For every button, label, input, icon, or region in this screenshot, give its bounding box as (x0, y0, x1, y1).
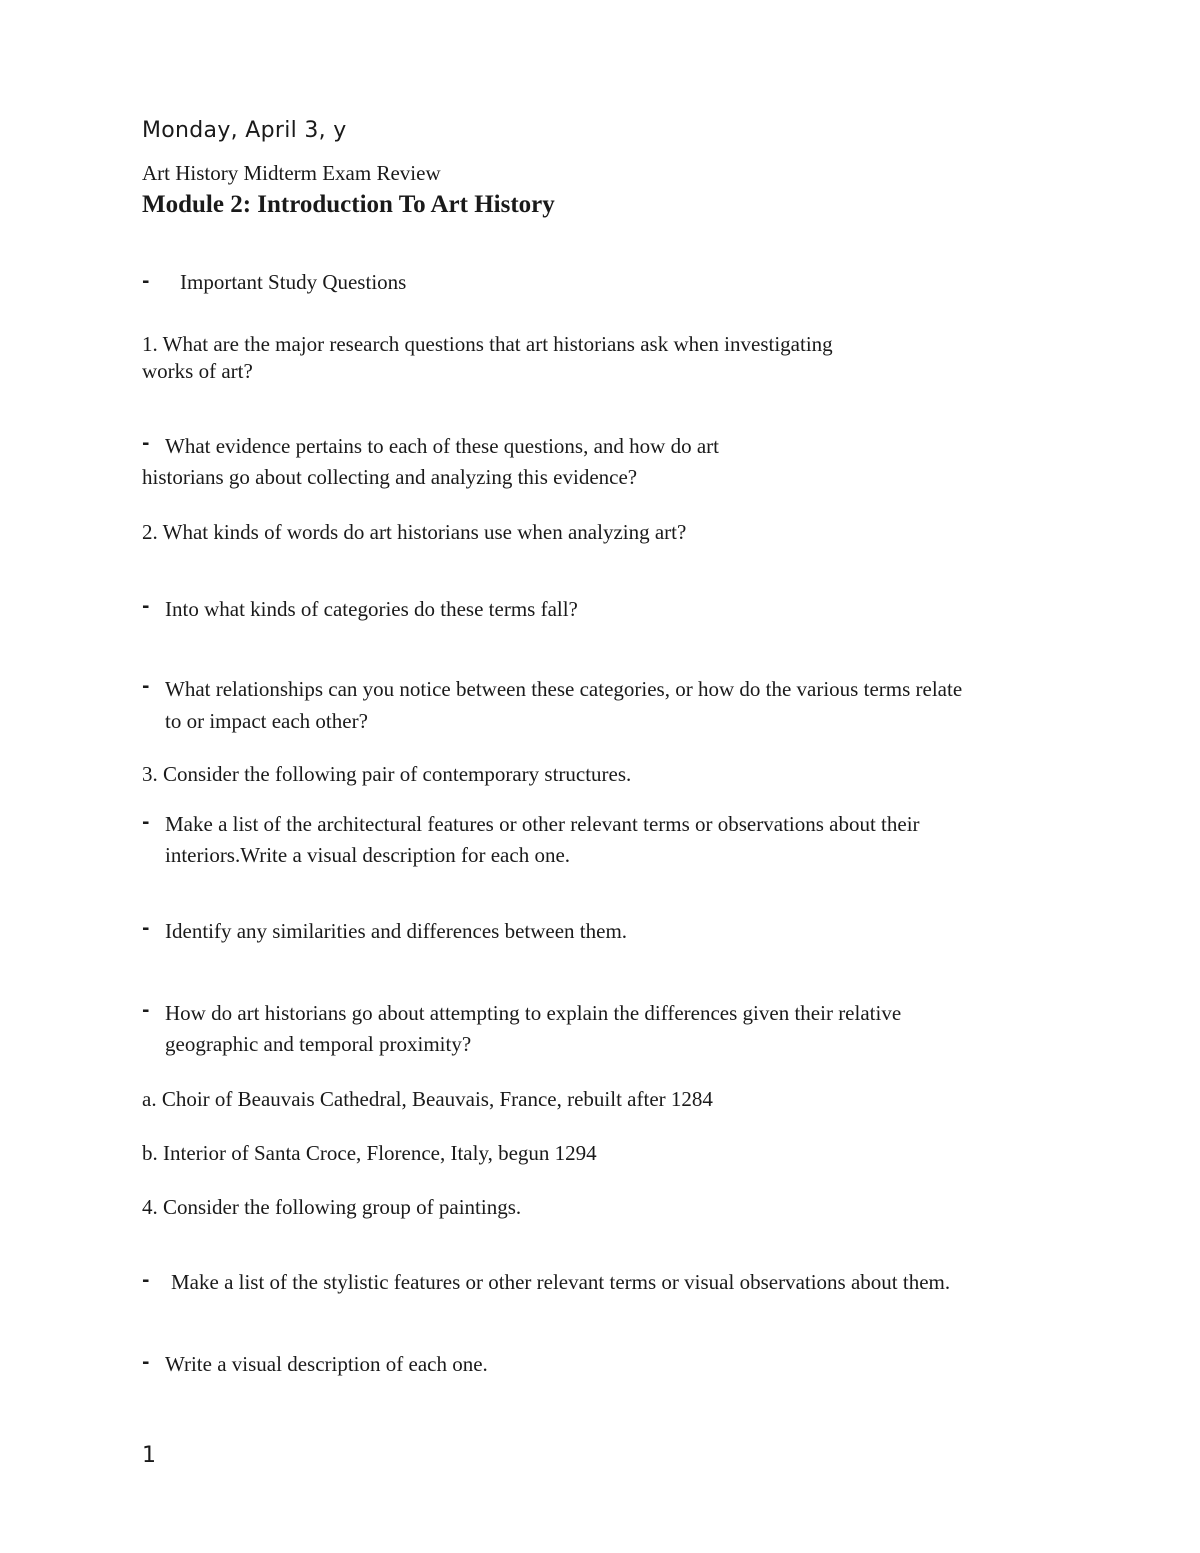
question-3-item-b: b. Interior of Santa Croce, Florence, Italy, begun 1294 (142, 1141, 597, 1165)
module-title: Module 2: Introduction To Art History (142, 191, 555, 218)
bullet-dash: - (142, 1352, 150, 1373)
question-1-sub-line-2: historians go about collecting and analyzing this evidence? (142, 465, 638, 489)
bullet-dash: - (142, 596, 150, 617)
question-2-sub-2-line-2: to or impact each other? (165, 709, 368, 733)
bullet-dash: - (142, 812, 150, 833)
bullet-dash: - (142, 918, 150, 939)
question-3-sub-1-line-2: interiors.Write a visual description for each one. (165, 843, 571, 867)
question-4: 4. Consider the following group of paintings. (142, 1195, 522, 1219)
question-2: 2. What kinds of words do art historians use when analyzing art? (142, 520, 687, 544)
bullet-dash: - (142, 433, 150, 454)
question-4-sub-1: Make a list of the stylistic features or other relevant terms or visual observations about them. (171, 1270, 951, 1294)
document-date: Monday, April 3, y (142, 118, 347, 143)
question-3-sub-3-line-2: geographic and temporal proximity? (165, 1032, 472, 1056)
question-3: 3. Consider the following pair of contemporary structures. (142, 762, 632, 786)
section-heading: Important Study Questions (180, 270, 407, 294)
question-2-sub-1: Into what kinds of categories do these terms fall? (165, 597, 578, 621)
question-1-line-2: works of art? (142, 359, 253, 383)
page-number: 1 (142, 1443, 156, 1468)
bullet-dash: - (142, 271, 150, 292)
question-3-sub-3-line-1: How do art historians go about attempting to explain the differences given their relative (165, 1001, 902, 1025)
bullet-dash: - (142, 1000, 150, 1021)
question-1-line-1: 1. What are the major research questions that art historians ask when investigating (142, 332, 833, 356)
question-4-sub-2: Write a visual description of each one. (165, 1352, 488, 1376)
question-3-sub-2: Identify any similarities and differences between them. (165, 919, 628, 943)
question-2-sub-2-line-1: What relationships can you notice between these categories, or how do the various terms relate (165, 677, 963, 701)
question-3-item-a: a. Choir of Beauvais Cathedral, Beauvais, France, rebuilt after 1284 (142, 1087, 713, 1111)
question-3-sub-1-line-1: Make a list of the architectural features or other relevant terms or observations about their (165, 812, 920, 836)
question-1-sub-line-1: What evidence pertains to each of these questions, and how do art (165, 434, 719, 458)
bullet-dash: - (142, 1270, 150, 1291)
document-subtitle: Art History Midterm Exam Review (142, 161, 441, 185)
bullet-dash: - (142, 676, 150, 697)
